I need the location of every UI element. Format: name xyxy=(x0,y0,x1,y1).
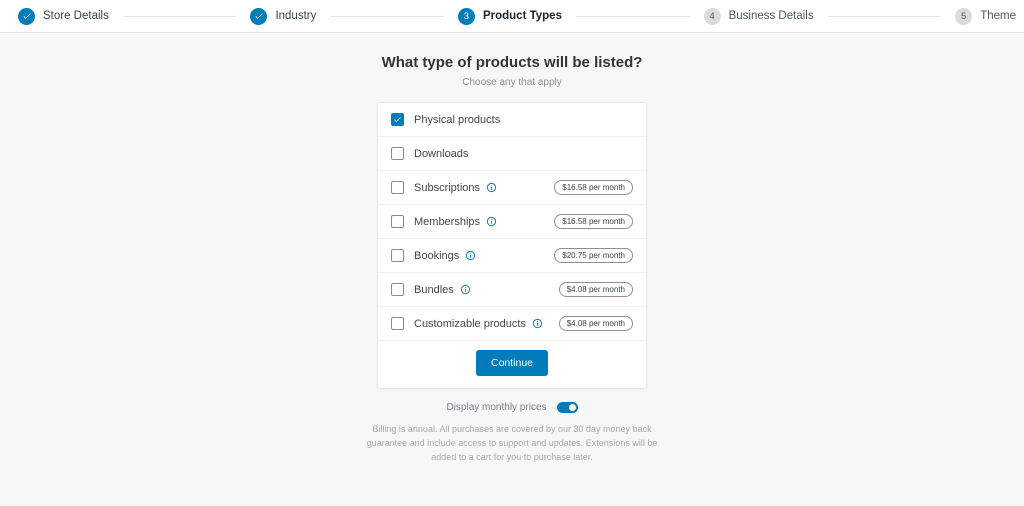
price-badge: $16.58 per month xyxy=(554,214,633,229)
product-type-row-bookings[interactable] xyxy=(378,239,646,273)
step-label: Product Types xyxy=(482,10,562,22)
product-type-row-bundles[interactable] xyxy=(378,273,646,307)
stepper-step-business-details xyxy=(704,8,814,25)
billing-footnote: Billing is annual. All purchases are covered by our 30 day money back guarantee and include access to support and updates. Extensions will be added to a cart for you to purchase later. xyxy=(366,424,658,462)
checkbox-subscriptions[interactable] xyxy=(391,181,404,194)
info-icon[interactable] xyxy=(460,284,471,295)
info-icon[interactable] xyxy=(465,250,476,261)
checkbox-bundles[interactable] xyxy=(391,283,404,296)
check-icon xyxy=(250,8,267,25)
stepper-step-product-types xyxy=(458,8,562,25)
product-type-label: Downloads xyxy=(414,147,469,160)
step-connector-line xyxy=(828,16,942,17)
product-type-label: Bundles xyxy=(414,283,454,296)
card-footer xyxy=(378,341,646,388)
monthly-prices-label: Display monthly prices xyxy=(446,402,547,413)
stepper-step-theme xyxy=(955,8,1016,25)
continue-button[interactable]: Continue xyxy=(476,350,548,376)
info-icon[interactable] xyxy=(486,216,497,227)
product-type-label: Bookings xyxy=(414,249,460,262)
step-label: Theme xyxy=(980,10,1016,22)
page-subtitle: Choose any that apply xyxy=(462,77,562,88)
product-type-row-subscriptions[interactable] xyxy=(378,171,646,205)
step-connector-line xyxy=(123,16,237,17)
price-badge: $4.08 per month xyxy=(559,282,633,297)
step-label: Business Details xyxy=(728,10,814,22)
checkbox-memberships[interactable] xyxy=(391,215,404,228)
product-types-page xyxy=(0,54,1024,465)
info-icon[interactable] xyxy=(532,318,543,329)
step-number: 3 xyxy=(458,8,475,25)
checkbox-bookings[interactable] xyxy=(391,249,404,262)
monthly-prices-row xyxy=(0,402,1024,413)
product-types-card xyxy=(377,102,647,389)
step-connector-line xyxy=(330,16,444,17)
step-label: Industry xyxy=(275,10,317,22)
info-icon[interactable] xyxy=(486,182,497,193)
checkbox-downloads[interactable] xyxy=(391,147,404,160)
page-title: What type of products will be listed? xyxy=(381,54,643,71)
product-type-row-physical-products[interactable] xyxy=(378,103,646,137)
product-type-list xyxy=(378,103,646,341)
toggle-knob-icon xyxy=(569,404,576,411)
step-connector-line xyxy=(576,16,690,17)
onboarding-stepper xyxy=(0,0,1024,33)
step-label: Store Details xyxy=(43,10,109,22)
product-type-row-downloads[interactable] xyxy=(378,137,646,171)
product-type-row-customizable-products[interactable] xyxy=(378,307,646,341)
product-type-label: Subscriptions xyxy=(414,181,481,194)
price-badge: $20.75 per month xyxy=(554,248,633,263)
checkbox-physical-products[interactable] xyxy=(391,113,404,126)
stepper-step-store-details[interactable] xyxy=(18,8,109,25)
display-monthly-prices-toggle[interactable] xyxy=(557,402,578,413)
product-type-label: Memberships xyxy=(414,215,481,228)
price-badge: $16.58 per month xyxy=(554,180,633,195)
stepper-step-industry[interactable] xyxy=(250,8,316,25)
checkbox-customizable-products[interactable] xyxy=(391,317,404,330)
check-icon xyxy=(18,8,35,25)
step-number: 5 xyxy=(955,8,972,25)
price-badge: $4.08 per month xyxy=(559,316,633,331)
product-type-label: Customizable products xyxy=(414,317,526,330)
step-number: 4 xyxy=(704,8,721,25)
product-type-row-memberships[interactable] xyxy=(378,205,646,239)
product-type-label: Physical products xyxy=(414,113,501,126)
